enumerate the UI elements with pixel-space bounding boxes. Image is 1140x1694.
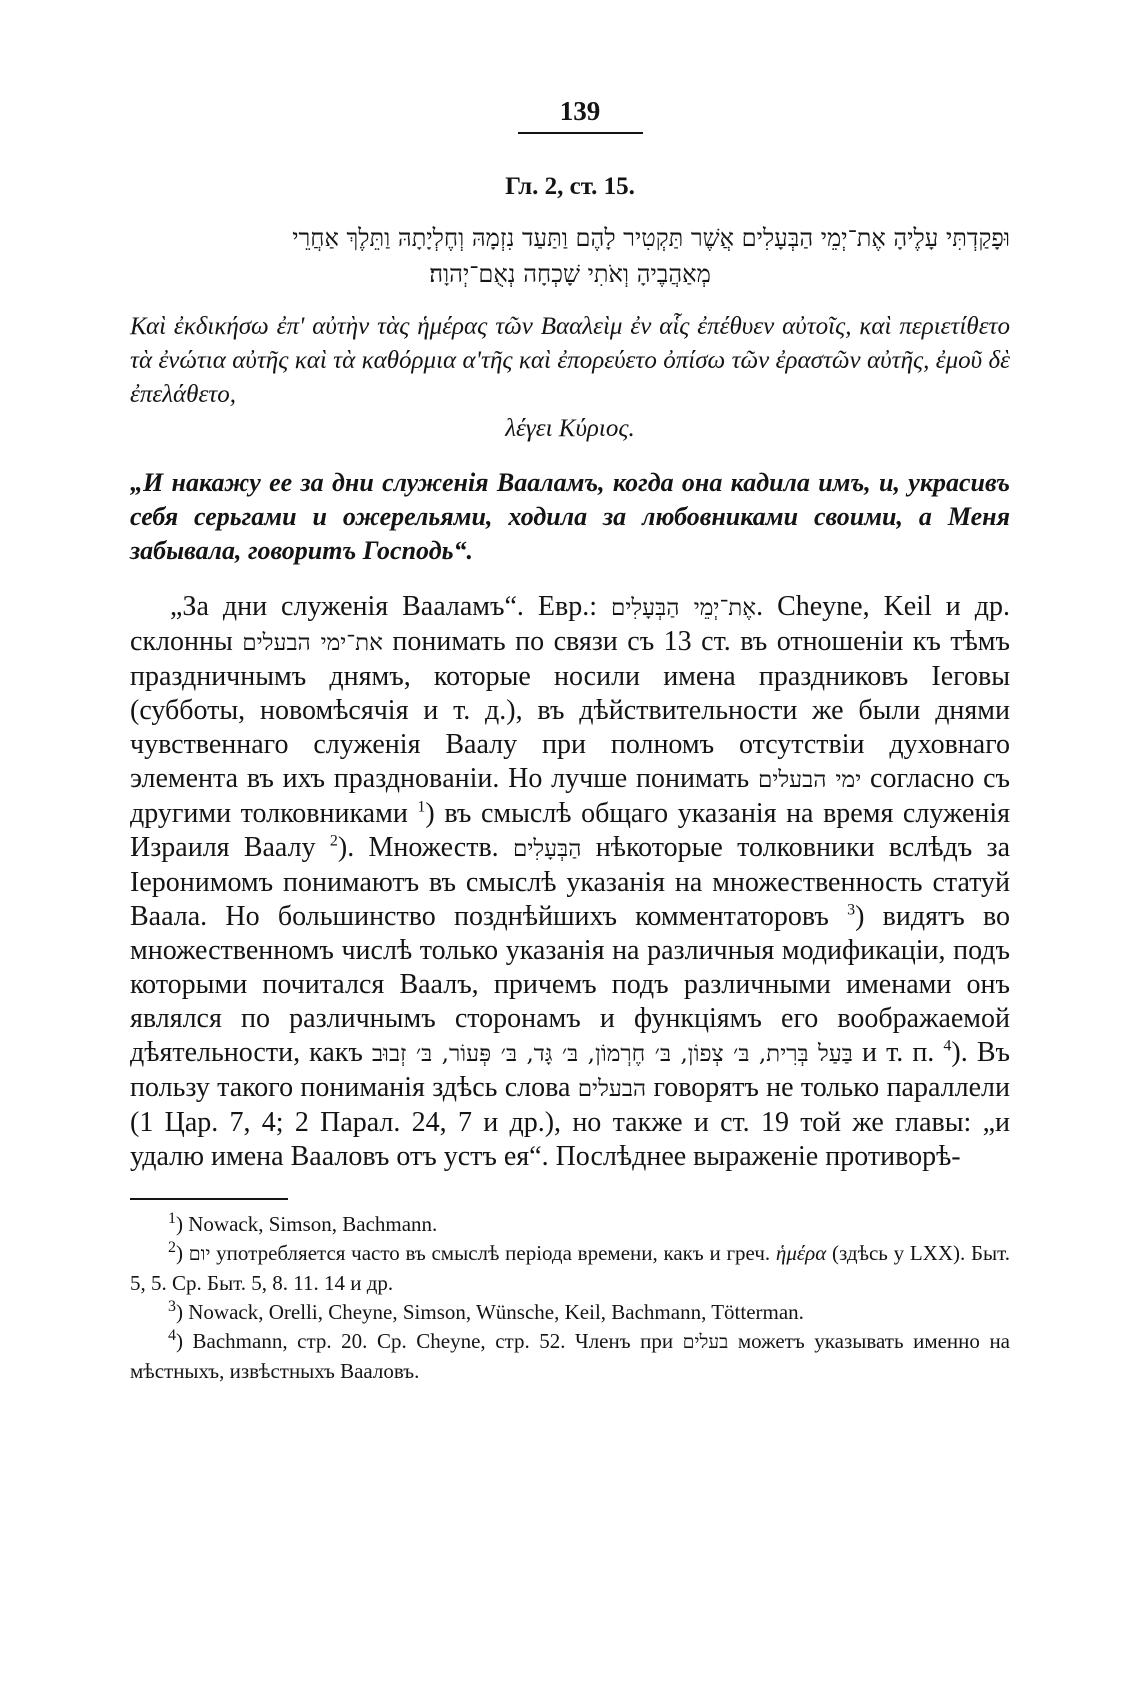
footnote-text: ) Nowack, Orelli, Cheyne, Simson, Wünsche, Keil, Bachmann, Tötterman.: [176, 1300, 804, 1324]
footnote-ref: 4: [943, 1037, 952, 1055]
body-segment: согласно съ другими толковниками: [130, 763, 1011, 829]
footnote-text: ) Bachmann, стр. 20. Ср. Cheyne, стр. 52. Членъ при: [176, 1329, 674, 1353]
body-segment: „За дни служенія Вааламъ“. Евр.:: [170, 591, 598, 622]
footnote-mark: 2: [168, 1239, 176, 1256]
body-segment: говорятъ не только параллели (1 Цар. 7, 4; 2 Парал. 24, 7 и др.), но также и ст. 19 той же главы: „и удалю имена Вааловъ отъ устъ ея“. Послѣднее выраженіе противорѣ-: [130, 1072, 1010, 1172]
greek-septuagint-text: [130, 310, 1010, 446]
body-segment: ) въ смыслѣ общаго указанія на время служенія Израиля Ваалу: [130, 798, 1011, 863]
footnote-4: [130, 1327, 1010, 1386]
body-segment: и т. п.: [862, 1037, 935, 1068]
footnote-mark: 3: [168, 1298, 176, 1315]
hebrew-verse-line-1: וּפָקַדְתִּי עָלֶיהָ אֶת־יְמֵי הַבְּעָלִים אֲשֶׁר תַּקְטִיר לָהֶם וַתַּעַד נִזְמָהּ וְחֶלְיָתָהּ וַתֵּלֶךְ אַחֲרֵי: [292, 224, 1010, 252]
commentary-paragraph: [130, 590, 1010, 1174]
hebrew-phrase: אֶת־יְמֵי הַבְּעָלִים: [611, 595, 757, 621]
footnote-ref: 2: [329, 832, 338, 850]
hebrew-phrase: את־ימי הבעלים: [242, 630, 383, 656]
footnote-text: можетъ указывать именно на мѣстныхъ, извѣстныхъ Вааловъ.: [130, 1329, 1011, 1383]
hebrew-phrase: יום: [188, 1243, 211, 1265]
body-segment: . Cheyne, Keil и др. склонны: [130, 591, 1010, 657]
greek-word: ἡμέρα: [775, 1241, 827, 1265]
hebrew-phrase: בַּעַל בְּרִית, בּ׳ צְפוֹן, בּ׳ חֶרְמוֹן, בּ׳ גָּד, בּ׳ פְּעוֹר, בּ׳ זְבוּב: [371, 1041, 853, 1067]
body-segment: ). Множеств.: [337, 832, 499, 863]
footnote-text: (здѣсь у LXX). Быт. 5, 5. Ср. Быт. 5, 8. 11. 14 и др.: [130, 1241, 1010, 1295]
footnote-2: [130, 1239, 1010, 1298]
body-segment: понимать по связи съ 13 ст. въ отношеніи къ тѣмъ праздничнымъ днямъ, которые носили имена праздниковъ Іеговы (субботы, новомѣсячія и т. д.), въ дѣйствительности же были днями чувственнаго служенія Ваалу при полномъ отсутствіи духовнаго элемента въ ихъ праздновaніи. Но лучше понимать: [130, 626, 1010, 794]
footnote-text: ): [176, 1241, 183, 1265]
footnote-text: употребляется часто въ смыслѣ періода времени, какъ и греч.: [216, 1241, 771, 1265]
footnote-text: ) Nowack, Simson, Bachmann.: [176, 1212, 438, 1236]
footnote-mark: 1: [168, 1210, 176, 1227]
greek-text-last: λέγει Κύριος.: [505, 415, 635, 442]
hebrew-phrase: ימי הבעלים: [757, 767, 862, 793]
page-number: 139: [559, 96, 601, 126]
hebrew-phrase: הבעלים: [577, 1076, 647, 1102]
body-segment: ) видятъ во множественномъ числѣ только указанія на различныя модификаціи, подъ которыми почитался Ваалъ, причемъ подъ различными именами онъ являлся по различнымъ сторонамъ и функціямъ его воображаемой дѣятельности, какъ: [130, 901, 1011, 1068]
hebrew-phrase: בעלים: [682, 1331, 729, 1353]
footnote-separator: [130, 1198, 288, 1200]
body-segment: ). Въ пользу такого пониманія здѣсь слова: [130, 1037, 1011, 1103]
page: [130, 96, 1010, 1386]
hebrew-verse: [130, 220, 1010, 292]
russian-translation: „И накажу ее за дни служенія Вааламъ, когда она кадила имъ, и, украсивъ себя серьгами и ожерельями, ходила за любовниками своими, а Меня забывала, говоритъ Господь“.: [130, 468, 1010, 565]
footnote-3: [130, 1298, 1010, 1327]
hebrew-phrase: הַבְּעָלִים: [512, 836, 582, 862]
page-number-rule: [518, 132, 643, 134]
chapter-reference: Гл. 2, ст. 15.: [505, 173, 635, 200]
greek-text-main: Καὶ ἐκδικήσω ἐπ' αὐτὴν τὰς ἡμέρας τῶν Βααλεὶμ ἐν αἷς ἐπέθυεν αὐτοῖς, καὶ περιετίθετο τὰ ἐνώτια αὐτῆς καὶ τὰ καθόρμια α'τῆς καὶ ἐπορεύετο ὀπίσω τῶν ἐραστῶν αὐτῆς, ἐμοῦ δὲ ἐπελάθετο,: [130, 313, 1010, 408]
footnote-ref: 3: [847, 901, 856, 919]
footnote-ref: 1: [417, 798, 426, 816]
footnote-1: [130, 1210, 1010, 1239]
hebrew-verse-line-2: מְאַהֲבֶיהָ וְאֹתִי שָׁכְחָה נְאֻם־יְהוָה׃: [429, 260, 711, 288]
footnote-mark: 4: [168, 1327, 176, 1344]
footnotes: [130, 1210, 1010, 1386]
body-segment: нѣкоторые толковники вслѣдъ за Іеронимомъ понимаютъ въ смыслѣ указанія на множественность статуй Ваала. Но большинство позднѣйшихъ комментаторовъ: [130, 832, 1011, 932]
